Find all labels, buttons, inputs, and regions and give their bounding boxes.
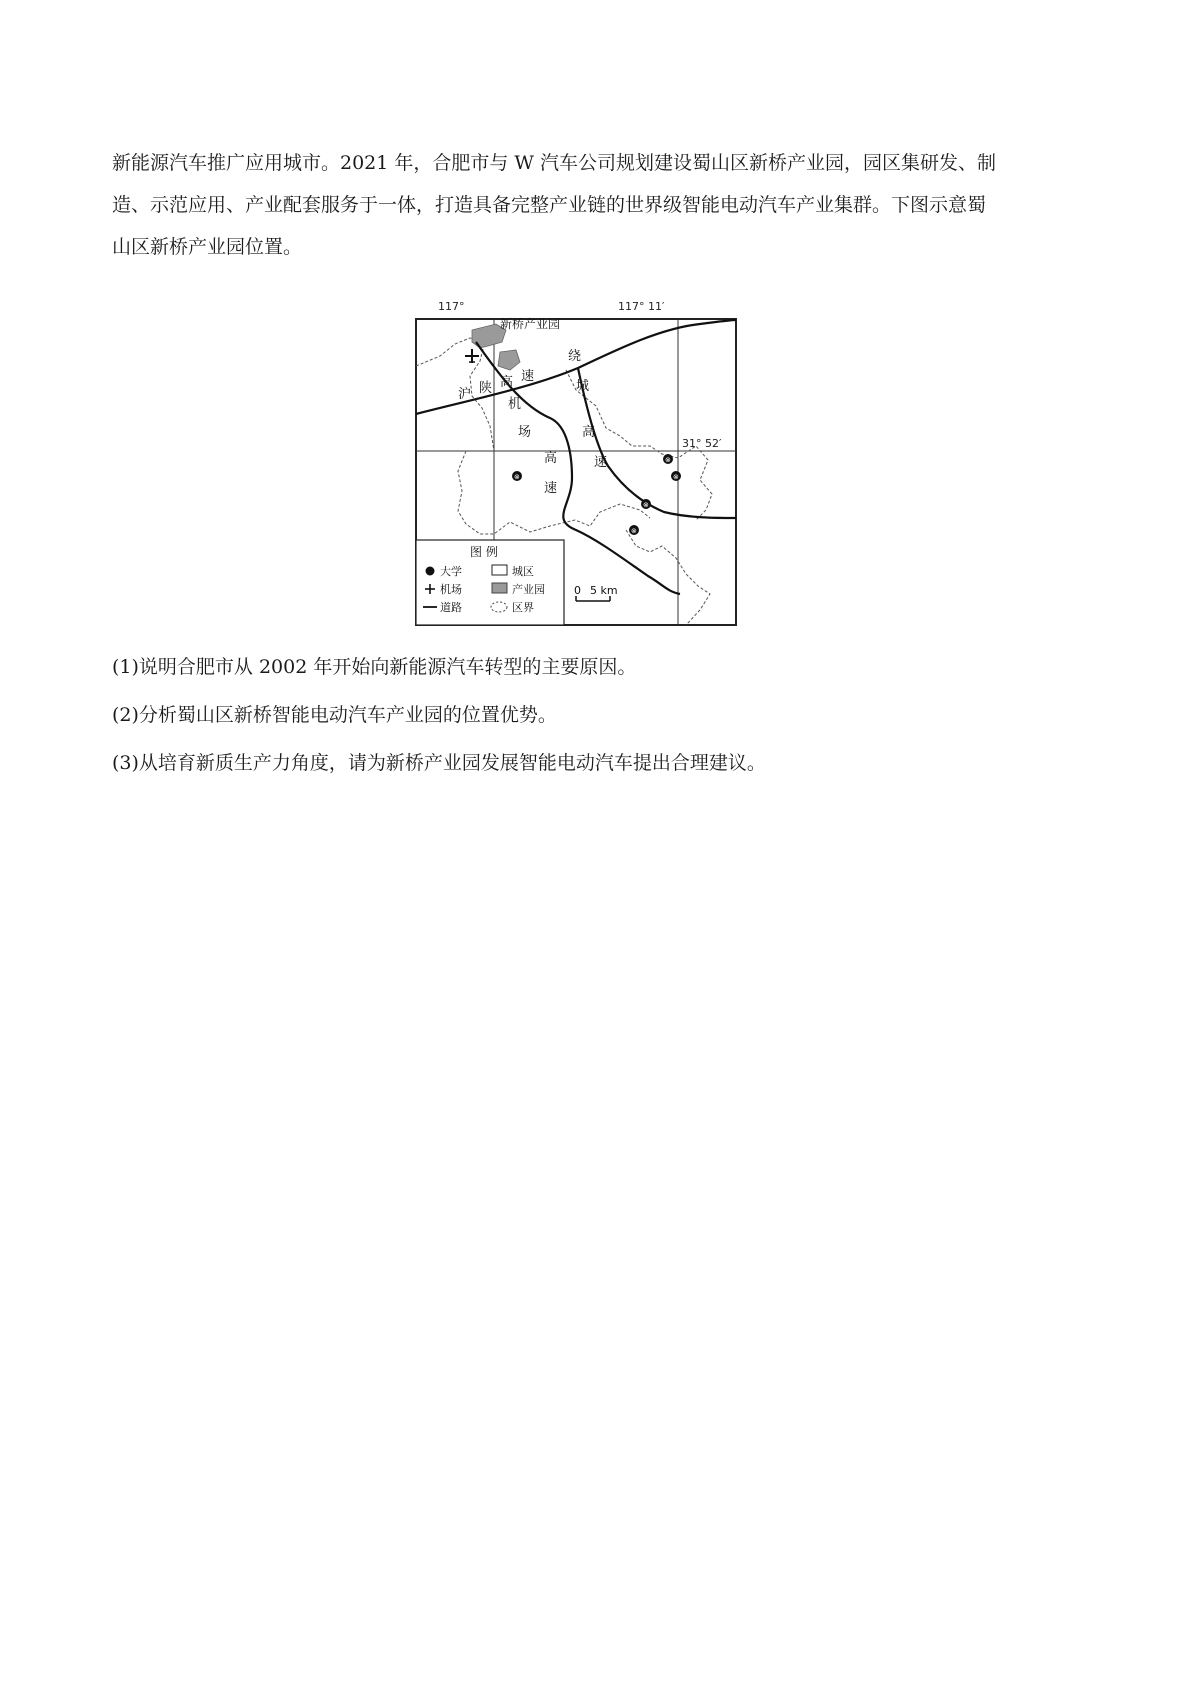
svg-text:⊗: ⊗ [514, 473, 520, 481]
svg-text:5 km: 5 km [590, 584, 618, 597]
road-label-airport [508, 396, 557, 496]
road-label-hu-shan [458, 368, 534, 402]
paragraph-line: 山区新桥产业园位置。 [112, 236, 303, 258]
university-icon [641, 499, 651, 509]
svg-text:机: 机 [508, 397, 522, 412]
industrial-park-area [498, 350, 520, 370]
scale-bar [574, 584, 618, 601]
svg-text:⊗: ⊗ [665, 456, 671, 464]
latitude-label: 31° 52′ [682, 437, 722, 450]
svg-text:区界: 区界 [512, 601, 534, 614]
university-icon [629, 525, 639, 535]
svg-text:0: 0 [574, 584, 581, 597]
university-icon [512, 471, 522, 481]
svg-text:⊗: ⊗ [643, 501, 649, 509]
svg-text:产业园: 产业园 [512, 583, 545, 596]
district-boundary [626, 530, 710, 625]
question-3: (3)从培育新质生产力角度，请为新桥产业园发展智能电动汽车提出合理建议。 [112, 752, 766, 774]
svg-text:速: 速 [594, 455, 608, 470]
svg-text:⊗: ⊗ [673, 473, 679, 481]
svg-text:速: 速 [521, 369, 535, 384]
svg-text:⊗: ⊗ [631, 527, 637, 535]
svg-text:城: 城 [576, 379, 590, 394]
svg-text:高: 高 [544, 451, 558, 466]
svg-text:高: 高 [500, 375, 514, 390]
legend-title: 图 例 [470, 545, 498, 559]
paragraph-line: 新能源汽车推广应用城市。2021 年，合肥市与 W 汽车公司规划建设蜀山区新桥产业园，园区集研发、制 [112, 152, 997, 174]
industrial-park-label: 新桥产业园 [500, 317, 561, 331]
longitude-label-117: 117° [438, 300, 465, 313]
university-icon [671, 471, 681, 481]
university-icon [663, 454, 673, 464]
svg-text:大学: 大学 [440, 565, 462, 578]
location-map [400, 296, 750, 632]
svg-text:机场: 机场 [440, 583, 462, 596]
svg-text:沪: 沪 [458, 387, 472, 402]
svg-text:场: 场 [518, 425, 532, 440]
legend-airport [425, 582, 462, 596]
svg-text:速: 速 [544, 481, 558, 496]
question-2: (2)分析蜀山区新桥智能电动汽车产业园的位置优势。 [112, 704, 557, 726]
svg-text:绕: 绕 [568, 349, 582, 364]
svg-text:陕: 陕 [479, 381, 493, 396]
longitude-label-117-11: 117° 11′ [618, 300, 665, 313]
svg-text:城区: 城区 [512, 565, 534, 578]
question-1: (1)说明合肥市从 2002 年开始向新能源汽车转型的主要原因。 [112, 656, 637, 678]
svg-text:道路: 道路 [440, 601, 462, 614]
airport-icon [465, 349, 479, 363]
paragraph-line: 造、示范应用、产业配套服务于一体，打造具备完整产业链的世界级智能电动汽车产业集群。下图示意蜀 [112, 194, 987, 216]
svg-text:高: 高 [582, 425, 596, 440]
